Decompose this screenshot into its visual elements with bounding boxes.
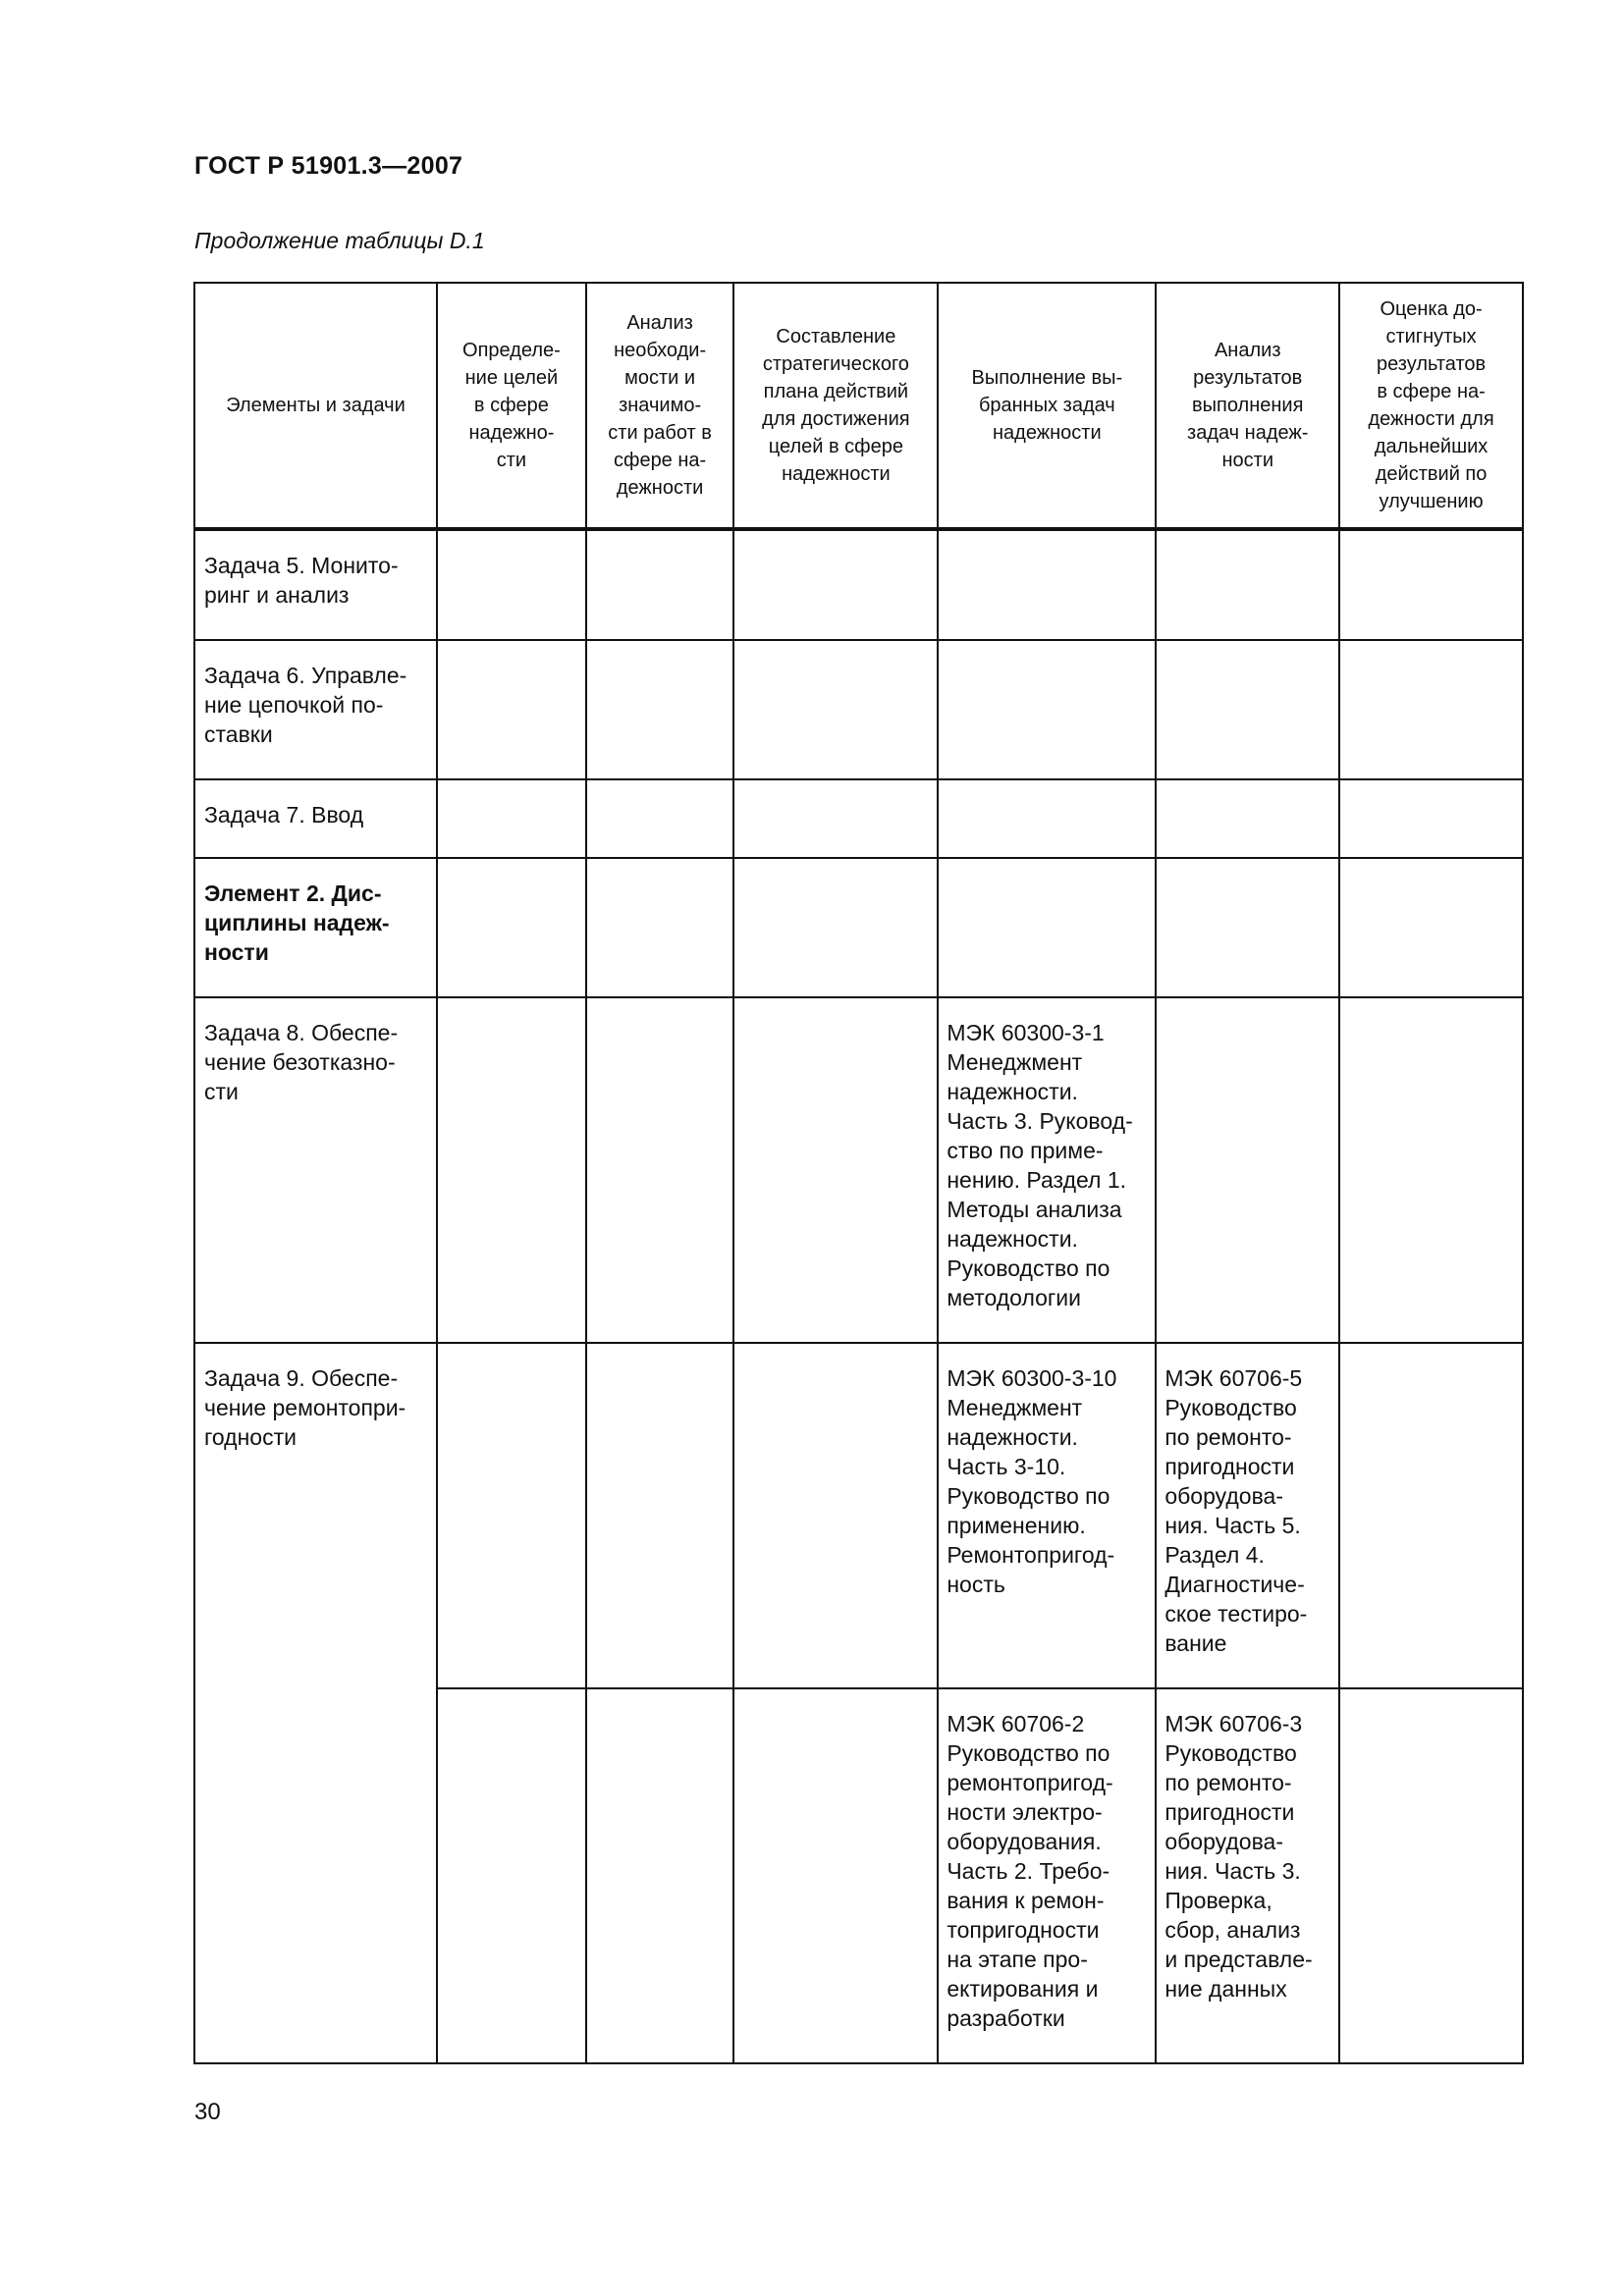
table-cell: [586, 529, 734, 640]
table-cell: [1156, 640, 1339, 779]
column-header-evaluation: Оценка до- стигнутых результатов в сфере на- дежности для дальнейших действий по улучшению: [1339, 283, 1523, 529]
table-cell: [586, 640, 734, 779]
table-cell: [1339, 1688, 1523, 2063]
table-cell: [1339, 529, 1523, 640]
table-cell: [1339, 1343, 1523, 1688]
table-cell: [938, 529, 1156, 640]
table-cell: [1339, 858, 1523, 997]
table-cell-analysis: МЭК 60706-5 Руководство по ремонто- пригодности оборудова- ния. Часть 5. Раздел 4. Диагностиче- ское тестиро- вание: [1156, 1343, 1339, 1688]
column-header-results-analysis: Анализ результатов выполнения задач надеж- ности: [1156, 283, 1339, 529]
table-cell: [938, 640, 1156, 779]
row-label-task9: Задача 9. Обеспе- чение ремонтопри- годности: [194, 1343, 437, 2063]
table-cell: [1339, 640, 1523, 779]
table-cell: [1156, 858, 1339, 997]
row-label-task8: Задача 8. Обеспе- чение безотказно- сти: [194, 997, 437, 1343]
table-cell: [733, 640, 938, 779]
table-cell: [733, 1688, 938, 2063]
table-cell: [437, 779, 586, 858]
row-label-task6: Задача 6. Управле- ние цепочкой по- ставки: [194, 640, 437, 779]
column-header-goals: Определе- ние целей в сфере надежно- сти: [437, 283, 586, 529]
table-caption: Продолжение таблицы D.1: [194, 228, 485, 253]
table-row: [194, 997, 1523, 1343]
table-cell: [586, 1343, 734, 1688]
table-cell: [1156, 529, 1339, 640]
column-header-execution: Выполнение вы- бранных задач надежности: [938, 283, 1156, 529]
table-cell: [1156, 779, 1339, 858]
table-d1: [193, 282, 1524, 2064]
table-cell: [586, 779, 734, 858]
table-cell: [938, 858, 1156, 997]
table-cell-execution: МЭК 60300-3-1 Менеджмент надежности. Часть 3. Руковод- ство по приме- нению. Раздел 1. Методы анализа надежности. Руководство по методологии: [938, 997, 1156, 1343]
column-header-strategic-plan: Составление стратегического плана действий для достижения целей в сфере надежности: [733, 283, 938, 529]
table-row: [194, 640, 1523, 779]
table-cell: [437, 1343, 586, 1688]
table-row: [194, 529, 1523, 640]
table-cell: [1339, 779, 1523, 858]
table-header-row: [194, 283, 1523, 529]
table-cell: [733, 529, 938, 640]
table-cell-analysis: МЭК 60706-3 Руководство по ремонто- пригодности оборудова- ния. Часть 3. Проверка, сбор, анализ и представле- ние данных: [1156, 1688, 1339, 2063]
table-row: [194, 779, 1523, 858]
table-cell: [1339, 997, 1523, 1343]
table-cell: [586, 997, 734, 1343]
row-label-task7: Задача 7. Ввод: [194, 779, 437, 858]
row-label-element2: Элемент 2. Дис- циплины надеж- ности: [194, 858, 437, 997]
table-row: [194, 858, 1523, 997]
table-cell: [733, 858, 938, 997]
table-cell: [938, 779, 1156, 858]
table-cell-execution: МЭК 60706-2 Руководство по ремонтопригод- ности электро- оборудования. Часть 2. Требо- вания к ремон- топригодности на этапе про- ектирования и разработки: [938, 1688, 1156, 2063]
table-cell-execution: МЭК 60300-3-10 Менеджмент надежности. Часть 3-10. Руководство по применению. Ремонтопригод- ность: [938, 1343, 1156, 1688]
table-cell: [437, 997, 586, 1343]
table-cell: [437, 640, 586, 779]
table-cell: [437, 529, 586, 640]
table-cell: [437, 858, 586, 997]
column-header-elements-tasks: Элементы и задачи: [194, 283, 437, 529]
page-number: 30: [194, 2099, 221, 2125]
table-cell: [437, 1688, 586, 2063]
table-cell: [733, 1343, 938, 1688]
table-cell: [733, 997, 938, 1343]
table-cell: [586, 858, 734, 997]
table-cell: [1156, 997, 1339, 1343]
column-header-needs-analysis: Анализ необходи- мости и значимо- сти работ в сфере на- дежности: [586, 283, 734, 529]
table-cell: [586, 1688, 734, 2063]
table-cell: [733, 779, 938, 858]
table-row: [194, 1343, 1523, 1688]
document-header: ГОСТ Р 51901.3—2007: [194, 152, 463, 180]
row-label-task5: Задача 5. Монито- ринг и анализ: [194, 529, 437, 640]
